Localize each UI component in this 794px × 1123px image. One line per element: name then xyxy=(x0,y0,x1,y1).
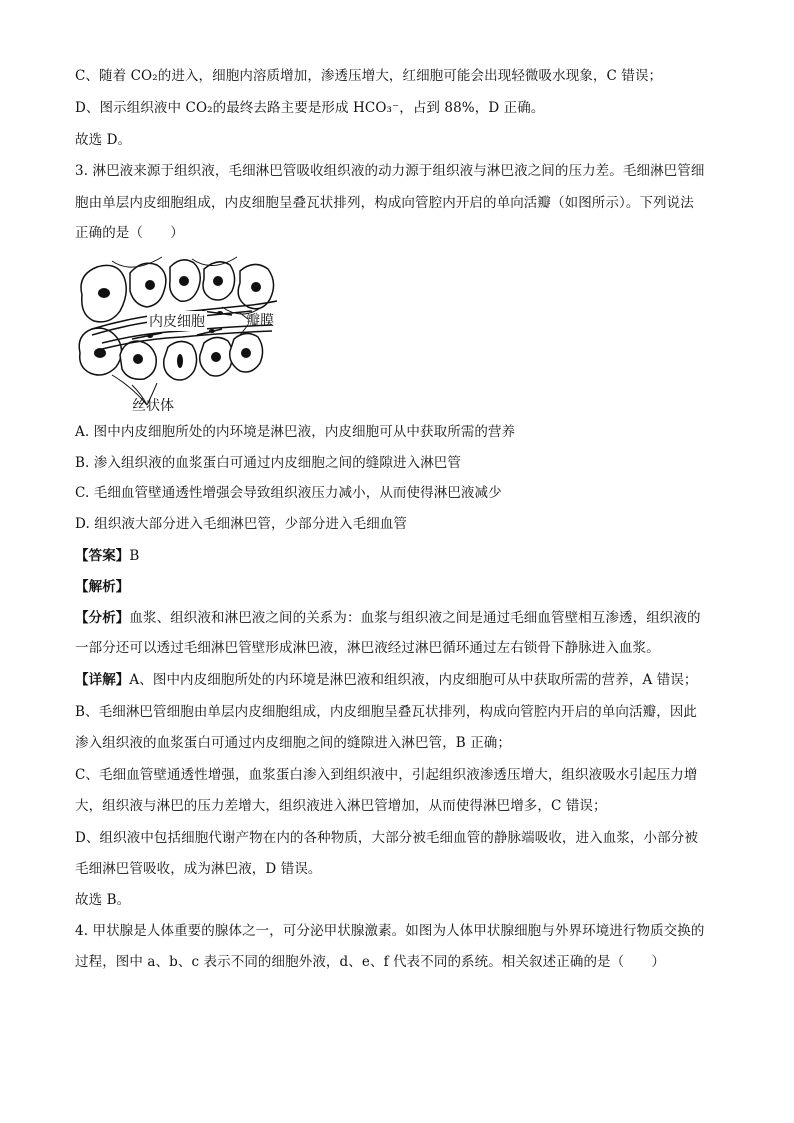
detail-line: 大，组织液与淋巴的压力差增大，组织液进入淋巴管增加，从而使得淋巴增多，C 错误； xyxy=(75,798,607,814)
lymph-capillary-figure xyxy=(72,255,287,415)
label-endothelial-cell: 内皮细胞 xyxy=(147,311,207,331)
question-3-stem: 胞由单层内皮细胞组成，内皮细胞呈叠瓦状排列，构成向管腔内开启的单向活瓣（如图所示）。下列说法 xyxy=(75,195,694,211)
analysis-heading xyxy=(75,577,725,597)
analysis-line xyxy=(75,608,725,628)
fenxi-tag: 【分析】 xyxy=(75,610,130,626)
question-3-stem: 3. 淋巴液来源于组织液，毛细淋巴管吸收组织液的动力源于组织液与淋巴液之间的压力差。毛细淋巴管细 xyxy=(75,163,705,179)
detail-line: 毛细淋巴管吸收，成为淋巴液，D 错误。 xyxy=(75,861,322,877)
analysis-tag: 【解析】 xyxy=(75,579,130,595)
option-b: B. 渗入组织液的血浆蛋白可通过内皮细胞之间的缝隙进入淋巴管 xyxy=(75,455,462,471)
detail-line: B、毛细淋巴管细胞由单层内皮细胞组成，内皮细胞呈叠瓦状排列，构成向管腔内开启的单向活瓣，因此 xyxy=(75,704,698,720)
question-3-stem: 正确的是（ ） xyxy=(75,225,184,241)
question-4-stem: 4. 甲状腺是人体重要的腺体之一，可分泌甲状腺激素。如图为人体甲状腺细胞与外界环境进行物质交换的 xyxy=(75,923,705,939)
text-line: D、图示组织液中 CO₂的最终去路主要是形成 HCO₃⁻，占到 88%，D 正确。 xyxy=(75,100,545,116)
label-filament: 丝状体 xyxy=(132,398,174,414)
lymph-capillary-diagram xyxy=(72,255,287,415)
text-line: 故选 D。 xyxy=(75,132,132,148)
option-c: C. 毛细血管壁通透性增强会导致组织液压力减小，从而使得淋巴液减少 xyxy=(75,485,502,501)
detail-line: 故选 B。 xyxy=(75,892,131,908)
text-line: C、随着 CO₂的进入，细胞内溶质增加，渗透压增大，红细胞可能会出现轻微吸水现象，C 错误； xyxy=(75,68,663,84)
answer-tag: 【答案】 xyxy=(75,548,130,564)
analysis-line: 一部分还可以透过毛细淋巴管壁形成淋巴液，淋巴液经过淋巴循环通过左右锁骨下静脉进入血浆。 xyxy=(75,640,660,656)
option-d: D. 组织液大部分进入毛细淋巴管，少部分进入毛细血管 xyxy=(75,516,408,532)
question-4-stem: 过程，图中 a、b、c 表示不同的细胞外液，d、e、f 代表不同的系统。相关叙述正确的是（ ） xyxy=(75,954,666,970)
detail-line: D、组织液中包括细胞代谢产物在内的各种物质，大部分被毛细血管的静脉端吸收，进入血浆，小部分被 xyxy=(75,830,698,846)
answer-value: B xyxy=(129,548,140,564)
detail-line xyxy=(75,670,725,690)
detail-line: C、毛细血管壁通透性增强，血浆蛋白渗入到组织液中，引起组织液渗透压增大，组织液吸水引起压力增 xyxy=(75,767,698,783)
answer-line xyxy=(75,546,725,566)
xiangjie-tag: 【详解】 xyxy=(75,672,130,688)
label-valve: 瓣膜 xyxy=(246,313,274,329)
detail-line: 渗入组织液的血浆蛋白可通过内皮细胞之间的缝隙进入淋巴管，B 正确； xyxy=(75,735,512,751)
detail-text: A、图中内皮细胞所处的内环境是淋巴液和组织液，内皮细胞可从中获取所需的营养，A 错误； xyxy=(129,672,698,688)
fenxi-text: 血浆、组织液和淋巴液之间的关系为：血浆与组织液之间是通过毛细血管壁相互渗透，组织液的 xyxy=(129,610,701,626)
option-a: A. 图中内皮细胞所处的内环境是淋巴液，内皮细胞可从中获取所需的营养 xyxy=(75,424,516,440)
